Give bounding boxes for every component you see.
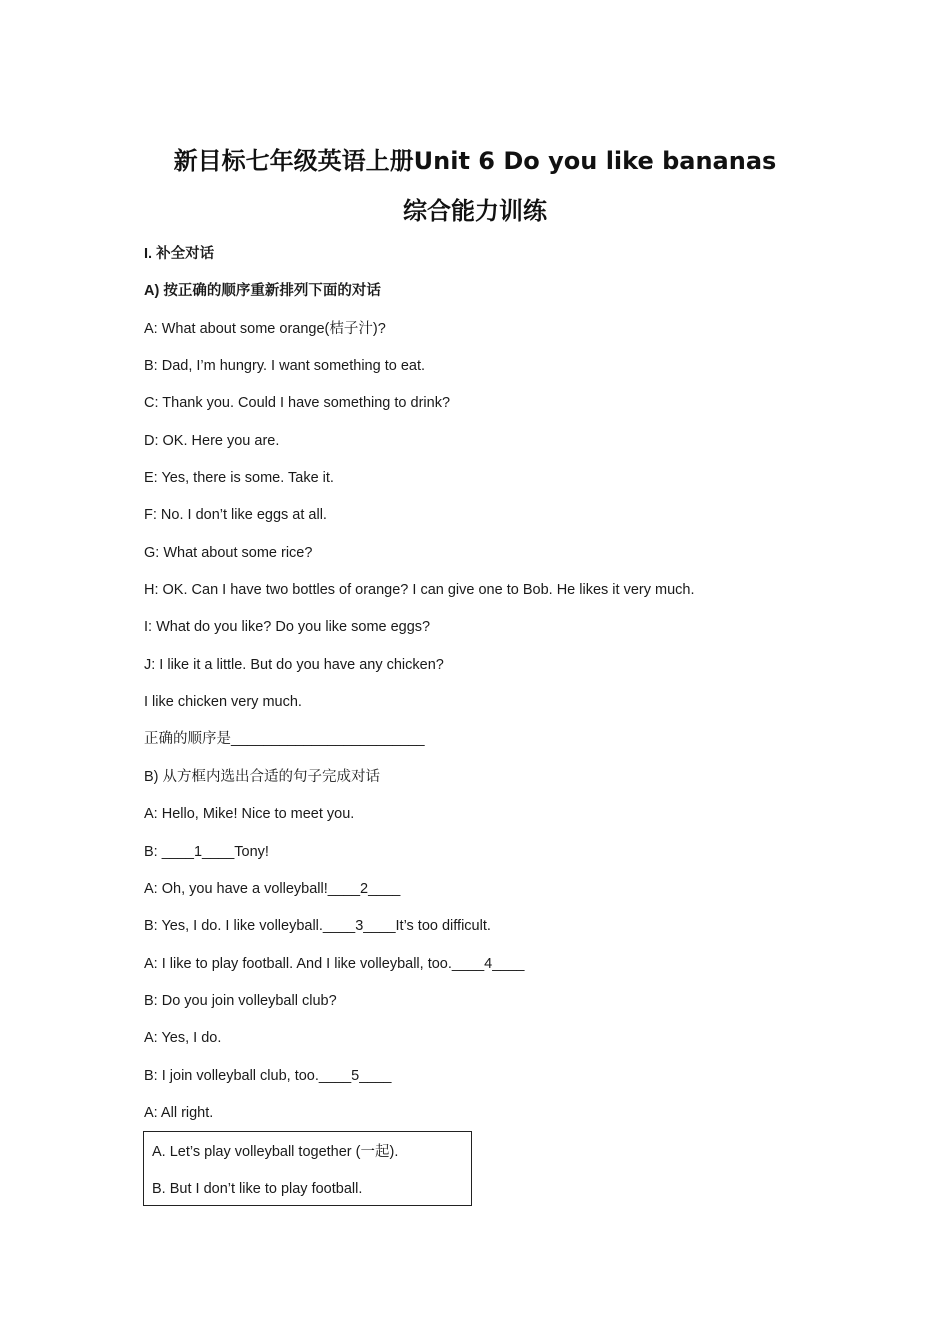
dialogue-line-e: E: Yes, there is some. Take it. <box>144 470 334 486</box>
dialogue-line-f: F: No. I don’t like eggs at all. <box>144 507 327 523</box>
dialogue-line-g: G: What about some rice? <box>144 545 313 561</box>
dialogue-line-j: J: I like it a little. But do you have any chicken? <box>144 657 444 673</box>
dialogue-line-c: C: Thank you. Could I have something to drink? <box>144 395 451 411</box>
dialogue-b-line: B: Do you join volleyball club? <box>144 993 337 1009</box>
dialogue-b-line: A: All right. <box>144 1105 214 1121</box>
dialogue-line-h: H: OK. Can I have two bottles of orange? I can give one to Bob. He likes it very much. <box>144 582 695 598</box>
dialogue-b-line: A: I like to play football. And I like volleyball, too.____4____ <box>144 956 525 972</box>
section-heading: I. 补全对话 <box>144 246 215 262</box>
dialogue-b-line: B: I join volleyball club, too.____5____ <box>144 1068 392 1084</box>
dialogue-line-a: A: What about some orange(桔子汁)? <box>144 321 386 337</box>
dialogue-b-line: A: Yes, I do. <box>144 1030 222 1046</box>
dialogue-line-b: B: Dad, I’m hungry. I want something to eat. <box>144 358 426 374</box>
options-box <box>143 1131 472 1206</box>
dialogue-b-line: A: Hello, Mike! Nice to meet you. <box>144 806 355 822</box>
order-answer-prompt: 正确的顺序是________________________ <box>144 731 425 747</box>
part-b-heading: B) 从方框内选出合适的句子完成对话 <box>144 769 381 785</box>
dialogue-line-i: I: What do you like? Do you like some eggs? <box>144 619 431 635</box>
part-a-heading: A) 按正确的顺序重新排列下面的对话 <box>144 283 381 299</box>
document-subtitle: 综合能力训练 <box>403 197 547 225</box>
dialogue-b-line: B: Yes, I do. I like volleyball.____3____It’s too difficult. <box>144 918 491 934</box>
dialogue-line-d: D: OK. Here you are. <box>144 433 280 449</box>
option-a: A. Let’s play volleyball together (一起). <box>152 1144 399 1160</box>
document-title: 新目标七年级英语上册Unit 6 Do you like bananas <box>173 147 777 175</box>
dialogue-line-j-continued: I like chicken very much. <box>144 694 302 710</box>
dialogue-b-line: B: ____1____Tony! <box>144 844 269 860</box>
option-b: B. But I don’t like to play football. <box>152 1181 363 1197</box>
dialogue-b-line: A: Oh, you have a volleyball!____2____ <box>144 881 401 897</box>
